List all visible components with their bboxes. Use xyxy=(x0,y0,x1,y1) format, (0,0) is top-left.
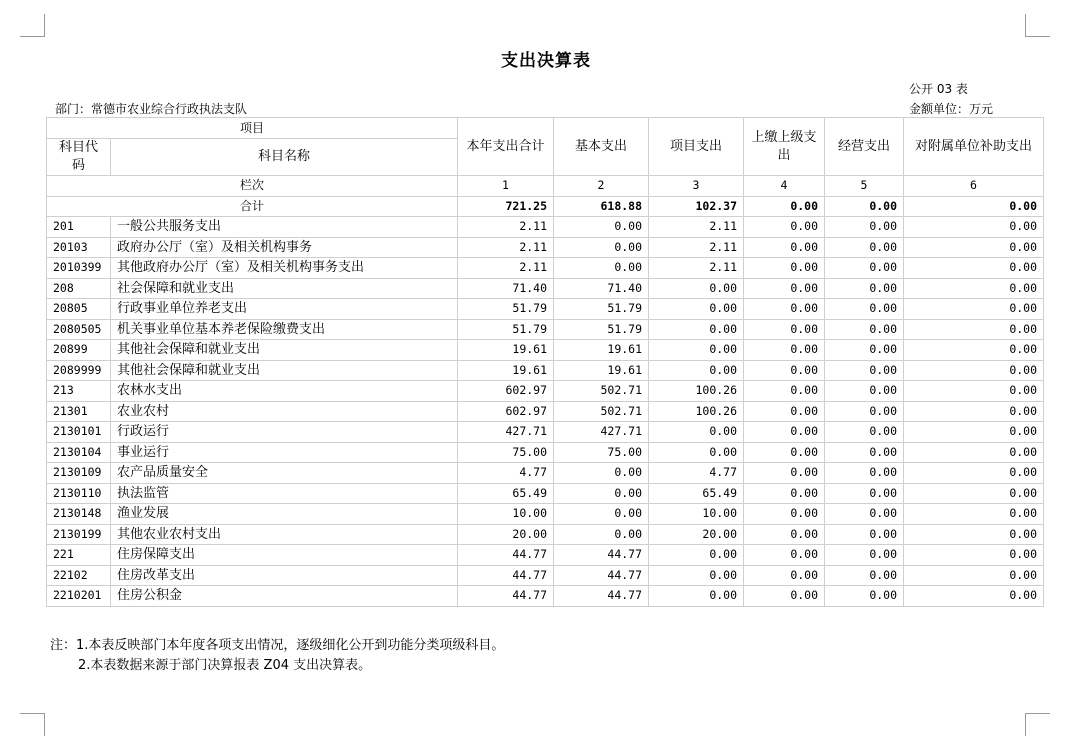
row-code: 22102 xyxy=(47,565,111,586)
row-code: 2130109 xyxy=(47,463,111,484)
table-row xyxy=(47,545,1044,566)
row-value: 0.00 xyxy=(825,381,904,402)
row-value: 0.00 xyxy=(554,237,649,258)
row-value: 0.00 xyxy=(554,524,649,545)
row-code: 2130101 xyxy=(47,422,111,443)
header-name: 科目名称 xyxy=(111,139,458,176)
row-code: 2080505 xyxy=(47,319,111,340)
row-value: 20.00 xyxy=(458,524,554,545)
row-value: 0.00 xyxy=(744,299,825,320)
table-row xyxy=(47,483,1044,504)
crop-mark-bottom-right xyxy=(1025,713,1050,736)
row-value: 0.00 xyxy=(649,442,744,463)
row-value: 100.26 xyxy=(649,401,744,422)
row-value: 4.77 xyxy=(649,463,744,484)
row-value: 0.00 xyxy=(825,299,904,320)
row-value: 0.00 xyxy=(744,524,825,545)
row-name: 政府办公厅（室）及相关机构事务 xyxy=(111,237,458,258)
row-value: 0.00 xyxy=(744,278,825,299)
row-value: 0.00 xyxy=(904,586,1044,607)
row-value: 0.00 xyxy=(825,442,904,463)
expenditure-table xyxy=(46,117,1044,607)
table-row xyxy=(47,340,1044,361)
table-row xyxy=(47,401,1044,422)
row-name: 行政事业单位养老支出 xyxy=(111,299,458,320)
total-value: 0.00 xyxy=(904,196,1044,217)
row-value: 0.00 xyxy=(825,545,904,566)
crop-mark-top-right xyxy=(1025,14,1050,37)
row-value: 0.00 xyxy=(744,360,825,381)
table-row xyxy=(47,299,1044,320)
row-value: 0.00 xyxy=(554,504,649,525)
row-value: 0.00 xyxy=(554,217,649,238)
row-value: 0.00 xyxy=(649,299,744,320)
row-name: 其他社会保障和就业支出 xyxy=(111,340,458,361)
header-basic: 基本支出 xyxy=(554,118,649,176)
row-name: 行政运行 xyxy=(111,422,458,443)
row-value: 0.00 xyxy=(744,463,825,484)
notes xyxy=(50,636,504,676)
row-name: 事业运行 xyxy=(111,442,458,463)
row-value: 0.00 xyxy=(744,565,825,586)
row-value: 0.00 xyxy=(744,217,825,238)
crop-mark-top-left xyxy=(20,14,45,37)
row-value: 0.00 xyxy=(649,545,744,566)
row-value: 0.00 xyxy=(825,483,904,504)
row-value: 427.71 xyxy=(458,422,554,443)
row-value: 19.61 xyxy=(554,340,649,361)
row-name: 其他政府办公厅（室）及相关机构事务支出 xyxy=(111,258,458,279)
row-value: 0.00 xyxy=(744,401,825,422)
amount-unit: 金额单位：万元 xyxy=(909,102,994,116)
table-row xyxy=(47,258,1044,279)
row-value: 427.71 xyxy=(554,422,649,443)
total-value: 721.25 xyxy=(458,196,554,217)
total-value: 0.00 xyxy=(744,196,825,217)
row-value: 0.00 xyxy=(825,586,904,607)
row-value: 0.00 xyxy=(904,463,1044,484)
table-row xyxy=(47,504,1044,525)
row-value: 0.00 xyxy=(744,504,825,525)
row-value: 0.00 xyxy=(904,565,1044,586)
row-value: 0.00 xyxy=(904,483,1044,504)
row-value: 0.00 xyxy=(904,524,1044,545)
row-value: 0.00 xyxy=(744,483,825,504)
row-value: 2.11 xyxy=(458,217,554,238)
header-upper-payment: 上缴上级支出 xyxy=(744,118,825,176)
row-value: 602.97 xyxy=(458,401,554,422)
row-value: 0.00 xyxy=(825,217,904,238)
row-value: 10.00 xyxy=(649,504,744,525)
row-code: 2210201 xyxy=(47,586,111,607)
row-value: 0.00 xyxy=(825,278,904,299)
table-row xyxy=(47,463,1044,484)
row-value: 0.00 xyxy=(825,319,904,340)
department-label: 部门：常德市农业综合行政执法支队 xyxy=(55,102,248,116)
row-code: 208 xyxy=(47,278,111,299)
row-value: 0.00 xyxy=(825,504,904,525)
row-value: 0.00 xyxy=(825,258,904,279)
table-row xyxy=(47,217,1044,238)
table-row xyxy=(47,422,1044,443)
header-total: 本年支出合计 xyxy=(458,118,554,176)
row-code: 21301 xyxy=(47,401,111,422)
row-value: 44.77 xyxy=(458,565,554,586)
row-value: 0.00 xyxy=(904,340,1044,361)
row-value: 10.00 xyxy=(458,504,554,525)
row-value: 0.00 xyxy=(904,422,1044,443)
column-number: 5 xyxy=(825,176,904,197)
row-value: 0.00 xyxy=(825,237,904,258)
note-2: 2.本表数据来源于部门决算报表 Z04 支出决算表。 xyxy=(78,658,372,673)
row-value: 19.61 xyxy=(554,360,649,381)
row-value: 0.00 xyxy=(744,258,825,279)
row-value: 0.00 xyxy=(825,422,904,443)
row-value: 0.00 xyxy=(904,299,1044,320)
column-number: 3 xyxy=(649,176,744,197)
row-value: 2.11 xyxy=(649,217,744,238)
header-project: 项目 xyxy=(47,118,458,139)
row-name: 其他农业农村支出 xyxy=(111,524,458,545)
column-number: 2 xyxy=(554,176,649,197)
row-value: 65.49 xyxy=(458,483,554,504)
row-value: 0.00 xyxy=(825,401,904,422)
row-name: 住房改革支出 xyxy=(111,565,458,586)
row-value: 0.00 xyxy=(744,422,825,443)
row-value: 100.26 xyxy=(649,381,744,402)
row-value: 0.00 xyxy=(744,586,825,607)
total-value: 0.00 xyxy=(825,196,904,217)
row-value: 51.79 xyxy=(458,299,554,320)
row-code: 213 xyxy=(47,381,111,402)
row-code: 20103 xyxy=(47,237,111,258)
row-value: 0.00 xyxy=(744,381,825,402)
row-value: 0.00 xyxy=(649,360,744,381)
row-value: 71.40 xyxy=(458,278,554,299)
table-row xyxy=(47,278,1044,299)
row-value: 0.00 xyxy=(825,463,904,484)
row-value: 75.00 xyxy=(554,442,649,463)
row-value: 4.77 xyxy=(458,463,554,484)
row-value: 44.77 xyxy=(554,586,649,607)
row-code: 20805 xyxy=(47,299,111,320)
row-code: 221 xyxy=(47,545,111,566)
row-value: 0.00 xyxy=(904,319,1044,340)
row-value: 0.00 xyxy=(825,524,904,545)
row-value: 0.00 xyxy=(904,381,1044,402)
row-name: 机关事业单位基本养老保险缴费支出 xyxy=(111,319,458,340)
table-row xyxy=(47,442,1044,463)
column-number: 6 xyxy=(904,176,1044,197)
header-subsidy: 对附属单位补助支出 xyxy=(904,118,1044,176)
row-code: 2130199 xyxy=(47,524,111,545)
row-code: 2089999 xyxy=(47,360,111,381)
table-row xyxy=(47,586,1044,607)
row-code: 201 xyxy=(47,217,111,238)
table-row xyxy=(47,381,1044,402)
row-value: 0.00 xyxy=(554,463,649,484)
row-name: 住房保障支出 xyxy=(111,545,458,566)
table-row xyxy=(47,237,1044,258)
row-value: 0.00 xyxy=(904,258,1044,279)
table-number: 公开 03 表 xyxy=(909,82,968,96)
row-value: 0.00 xyxy=(744,237,825,258)
row-value: 19.61 xyxy=(458,340,554,361)
row-value: 0.00 xyxy=(649,422,744,443)
note-1: 注：1.本表反映部门本年度各项支出情况，逐级细化公开到功能分类项级科目。 xyxy=(50,638,505,653)
row-value: 0.00 xyxy=(904,217,1044,238)
row-name: 执法监管 xyxy=(111,483,458,504)
row-value: 0.00 xyxy=(904,278,1044,299)
row-value: 2.11 xyxy=(649,237,744,258)
row-value: 0.00 xyxy=(649,319,744,340)
row-name: 社会保障和就业支出 xyxy=(111,278,458,299)
header-code: 科目代码 xyxy=(47,139,111,176)
row-value: 51.79 xyxy=(458,319,554,340)
row-value: 2.11 xyxy=(458,258,554,279)
row-value: 44.77 xyxy=(458,586,554,607)
row-code: 2130104 xyxy=(47,442,111,463)
row-value: 2.11 xyxy=(649,258,744,279)
row-code: 2130148 xyxy=(47,504,111,525)
row-value: 0.00 xyxy=(649,278,744,299)
row-value: 71.40 xyxy=(554,278,649,299)
total-label: 合计 xyxy=(47,196,458,217)
row-name: 渔业发展 xyxy=(111,504,458,525)
row-value: 0.00 xyxy=(904,504,1044,525)
row-value: 0.00 xyxy=(825,360,904,381)
row-name: 一般公共服务支出 xyxy=(111,217,458,238)
page-title: 支出决算表 xyxy=(501,51,591,71)
row-value: 502.71 xyxy=(554,381,649,402)
row-value: 602.97 xyxy=(458,381,554,402)
row-value: 0.00 xyxy=(744,319,825,340)
row-value: 2.11 xyxy=(458,237,554,258)
row-value: 0.00 xyxy=(825,340,904,361)
row-name: 农产品质量安全 xyxy=(111,463,458,484)
row-value: 20.00 xyxy=(649,524,744,545)
row-value: 44.77 xyxy=(458,545,554,566)
row-value: 0.00 xyxy=(554,483,649,504)
row-code: 20899 xyxy=(47,340,111,361)
row-code: 2130110 xyxy=(47,483,111,504)
row-value: 502.71 xyxy=(554,401,649,422)
row-name: 农业农村 xyxy=(111,401,458,422)
header-project-expenditure: 项目支出 xyxy=(649,118,744,176)
table-row xyxy=(47,360,1044,381)
row-value: 44.77 xyxy=(554,545,649,566)
row-value: 75.00 xyxy=(458,442,554,463)
row-value: 51.79 xyxy=(554,319,649,340)
table-row xyxy=(47,565,1044,586)
crop-mark-bottom-left xyxy=(20,713,45,736)
row-value: 0.00 xyxy=(649,340,744,361)
row-value: 0.00 xyxy=(904,442,1044,463)
row-value: 0.00 xyxy=(649,565,744,586)
row-value: 0.00 xyxy=(554,258,649,279)
row-value: 19.61 xyxy=(458,360,554,381)
column-number: 4 xyxy=(744,176,825,197)
table-row xyxy=(47,524,1044,545)
row-name: 其他社会保障和就业支出 xyxy=(111,360,458,381)
row-value: 0.00 xyxy=(649,586,744,607)
row-value: 0.00 xyxy=(744,442,825,463)
total-value: 102.37 xyxy=(649,196,744,217)
row-value: 0.00 xyxy=(904,545,1044,566)
row-value: 44.77 xyxy=(554,565,649,586)
row-value: 0.00 xyxy=(825,565,904,586)
total-value: 618.88 xyxy=(554,196,649,217)
row-value: 51.79 xyxy=(554,299,649,320)
header-business: 经营支出 xyxy=(825,118,904,176)
row-value: 65.49 xyxy=(649,483,744,504)
row-value: 0.00 xyxy=(744,340,825,361)
row-value: 0.00 xyxy=(744,545,825,566)
row-value: 0.00 xyxy=(904,360,1044,381)
row-code: 2010399 xyxy=(47,258,111,279)
table-row xyxy=(47,319,1044,340)
row-name: 农林水支出 xyxy=(111,381,458,402)
column-number: 1 xyxy=(458,176,554,197)
row-name: 住房公积金 xyxy=(111,586,458,607)
column-order-label: 栏次 xyxy=(47,176,458,197)
row-value: 0.00 xyxy=(904,401,1044,422)
row-value: 0.00 xyxy=(904,237,1044,258)
